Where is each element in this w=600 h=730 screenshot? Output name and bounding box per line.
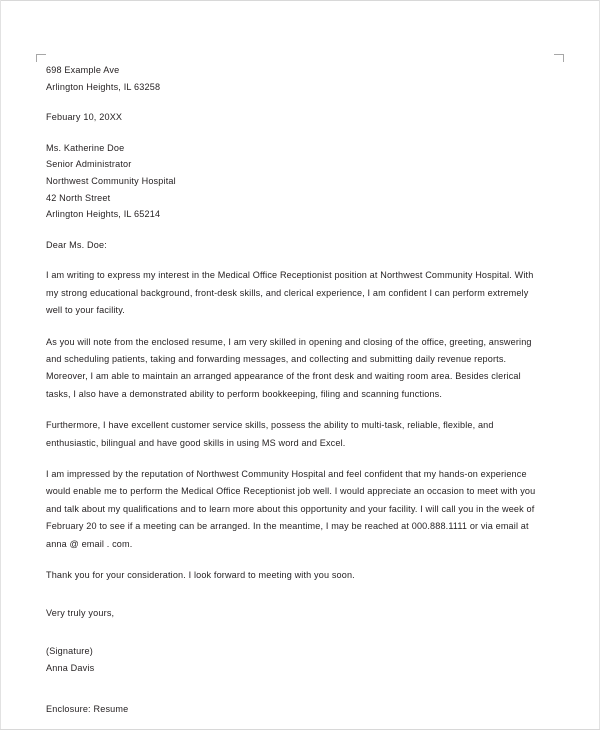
paragraph: I am writing to express my interest in the Medical Office Receptionist position at Northwest Community Hospital. With my strong educational background, front-desk skills, and clerical experience, I am confident I can perform extremely well to your facility. xyxy=(46,270,534,316)
enclosure-block xyxy=(46,701,546,718)
paragraph: I am impressed by the reputation of Northwest Community Hospital and feel confident that my hands-on experience would enable me to perform the Medical Office Receptionist job well. I would appreciate an occasion to meet with you and talk about my qualifications and to learn more about this opportunity and your facility. I will call you in the week of February 20 to see if a meeting can be arranged. In the meantime, I may be reached at 000.888.1111 or via email at anna @ email . com. xyxy=(46,469,536,549)
enclosure-note: Enclosure: Resume xyxy=(46,704,129,715)
closing-block xyxy=(46,605,546,622)
recipient-line: Ms. Katherine Doe xyxy=(46,142,125,153)
letter-body xyxy=(46,62,546,718)
crop-mark-top-left xyxy=(36,54,46,62)
letter-date: Febuary 10, 20XX xyxy=(46,112,123,123)
paragraph: Furthermore, I have excellent customer service skills, possess the ability to multi-task, reliable, flexible, and enthusiastic, bilingual and have good skills in using MS word and Excel. xyxy=(46,420,494,448)
recipient-line: Arlington Heights, IL 65214 xyxy=(46,209,161,220)
recipient-line: Northwest Community Hospital xyxy=(46,175,176,186)
salutation-block xyxy=(46,237,546,254)
recipient-line: 42 North Street xyxy=(46,192,111,203)
sender-address-block xyxy=(46,62,546,95)
spacer xyxy=(46,690,546,701)
paragraph: Thank you for your consideration. I look forward to meeting with you soon. xyxy=(46,570,355,581)
spacer xyxy=(46,598,546,605)
signer-name: Anna Davis xyxy=(46,662,95,673)
recipient-line: Senior Administrator xyxy=(46,159,132,170)
signature-block xyxy=(46,643,546,676)
signature-placeholder: (Signature) xyxy=(46,646,93,657)
sender-address-line: 698 Example Ave xyxy=(46,65,120,75)
date-block xyxy=(46,109,546,126)
crop-mark-top-right xyxy=(554,54,564,62)
sender-address-line: Arlington Heights, IL 63258 xyxy=(46,81,161,92)
closing: Very truly yours, xyxy=(46,608,115,619)
paragraph: As you will note from the enclosed resume, I am very skilled in opening and closing of the office, greeting, answering and scheduling patients, taking and forwarding messages, and collecting and submitting daily revenue reports. Moreover, I am able to maintain an arranged appearance of the front desk and waiting room area. Besides clerical tasks, I also have a demonstrated ability to perform bookkeeping, filing and scanning functions. xyxy=(46,336,532,399)
recipient-address-block xyxy=(46,140,546,223)
spacer xyxy=(46,636,546,643)
page-edge-left xyxy=(0,0,1,730)
salutation: Dear Ms. Doe: xyxy=(46,239,107,250)
